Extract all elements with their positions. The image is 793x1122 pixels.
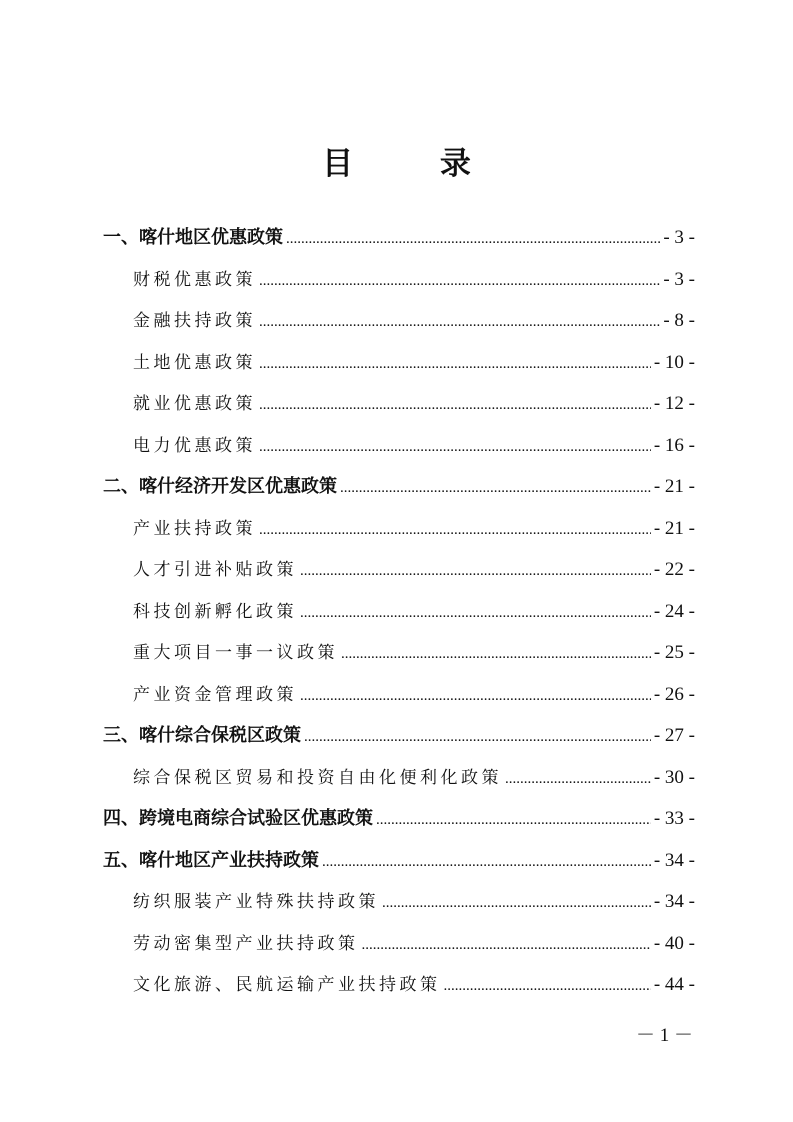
toc-entry-title: 就业优惠政策	[133, 394, 256, 414]
toc-entry-title: 电力优惠政策	[133, 435, 256, 456]
toc-subsection-entry[interactable]	[103, 923, 695, 965]
toc-entry-title: 人才引进补贴政策	[133, 560, 297, 580]
toc-entry-title: 产业扶持政策	[133, 518, 256, 539]
toc-entry-title: 纺织服装产业特殊扶持政策	[133, 892, 379, 912]
toc-section-entry[interactable]	[103, 715, 695, 757]
toc-entry-title: 重大项目一事一议政策	[133, 643, 338, 663]
dot-leader	[286, 219, 660, 261]
toc-subsection-entry[interactable]	[103, 881, 695, 923]
dot-leader	[259, 302, 660, 344]
dot-leader	[362, 925, 651, 967]
toc-entry-title: 财税优惠政策	[133, 269, 256, 290]
dot-leader	[322, 842, 651, 884]
toc-entry-page: - 3 -	[663, 227, 695, 248]
toc-entry-page: - 26 -	[653, 683, 695, 705]
dot-leader	[376, 800, 651, 842]
toc-section-entry[interactable]	[103, 840, 695, 882]
toc-entry-title: 三、喀什综合保税区政策	[103, 725, 301, 746]
dot-leader	[304, 717, 651, 759]
toc-subsection-entry[interactable]	[103, 757, 695, 799]
toc-entry-page: - 10 -	[653, 351, 695, 373]
toc-subsection-entry[interactable]	[103, 674, 695, 716]
dot-leader	[505, 759, 651, 801]
toc-entry-page: - 34 -	[653, 849, 695, 871]
dot-leader	[341, 634, 651, 676]
toc-subsection-entry[interactable]	[103, 549, 695, 591]
dot-leader	[300, 551, 651, 593]
toc-entry-title: 综合保税区贸易和投资自由化便利化政策	[133, 767, 502, 788]
toc-section-entry[interactable]	[103, 798, 695, 840]
toc-entry-title: 科技创新孵化政策	[133, 601, 297, 622]
toc-entry-page: - 44 -	[653, 974, 695, 995]
dot-leader	[300, 676, 651, 718]
toc-entry-page: - 27 -	[653, 725, 695, 746]
toc-entry-page: - 25 -	[653, 642, 695, 663]
dot-leader	[444, 966, 651, 1008]
toc-subsection-entry[interactable]	[103, 383, 695, 425]
dot-leader	[259, 344, 651, 386]
toc-subsection-entry[interactable]	[103, 300, 695, 342]
dot-leader	[259, 510, 651, 552]
toc-entry-page: - 16 -	[653, 434, 695, 456]
toc-entry-title: 土地优惠政策	[133, 352, 256, 373]
dot-leader	[340, 468, 651, 510]
page-title: 目 录	[322, 146, 509, 182]
toc-entry-page: - 34 -	[653, 891, 695, 912]
toc-section-entry[interactable]	[103, 217, 695, 259]
toc-entry-page: - 3 -	[663, 268, 695, 290]
toc-entry-page: - 12 -	[653, 393, 695, 414]
toc-entry-page: - 22 -	[653, 559, 695, 580]
toc-subsection-entry[interactable]	[103, 425, 695, 467]
toc-entry-page: - 21 -	[653, 476, 695, 497]
toc-entry-page: - 24 -	[653, 600, 695, 622]
toc-entry-title: 一、喀什地区优惠政策	[103, 227, 283, 248]
toc-subsection-entry[interactable]	[103, 964, 695, 1006]
toc-subsection-entry[interactable]	[103, 342, 695, 384]
toc-entry-page: - 8 -	[663, 310, 695, 331]
toc-entry-title: 二、喀什经济开发区优惠政策	[103, 476, 337, 497]
toc-entry-title: 产业资金管理政策	[133, 684, 297, 705]
toc-entry-page: - 30 -	[653, 766, 695, 788]
toc-subsection-entry[interactable]	[103, 632, 695, 674]
dot-leader	[300, 593, 651, 635]
toc-subsection-entry[interactable]	[103, 508, 695, 550]
dot-leader	[259, 385, 651, 427]
toc-subsection-entry[interactable]	[103, 259, 695, 301]
toc-entry-title: 文化旅游、民航运输产业扶持政策	[133, 975, 441, 995]
toc-entry-title: 劳动密集型产业扶持政策	[133, 933, 359, 954]
dot-leader	[259, 261, 660, 303]
table-of-contents	[103, 217, 695, 1006]
toc-entry-title: 四、跨境电商综合试验区优惠政策	[103, 808, 373, 829]
toc-entry-title: 五、喀什地区产业扶持政策	[103, 849, 319, 871]
toc-section-entry[interactable]	[103, 466, 695, 508]
toc-subsection-entry[interactable]	[103, 591, 695, 633]
dot-leader	[382, 883, 651, 925]
toc-entry-page: - 33 -	[653, 808, 695, 829]
dot-leader	[259, 427, 651, 469]
page-number: － 1 －	[635, 1025, 693, 1046]
toc-entry-page: - 40 -	[653, 932, 695, 954]
toc-entry-title: 金融扶持政策	[133, 311, 256, 331]
toc-entry-page: - 21 -	[653, 517, 695, 539]
